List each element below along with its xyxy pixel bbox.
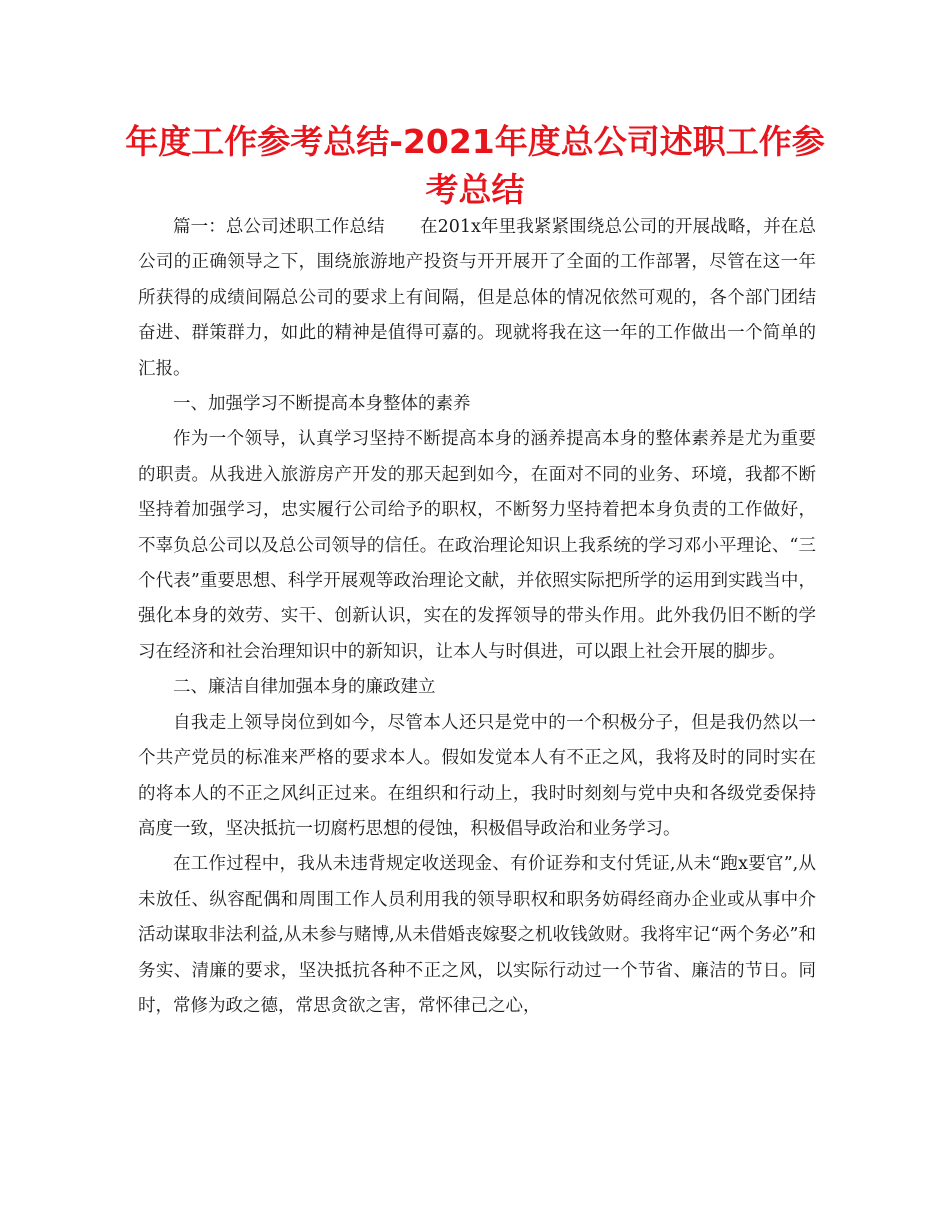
paragraph-intro: 篇一：总公司述职工作总结 在201x年里我紧紧围绕总公司的开展战略，并在总公司的正确领导之下，围绕旅游地产投资与开开展开了全面的工作部署，尽管在这一年所获得的成绩间隔总公司的要求上有间隔，但是总体的情况依然可观的，各个部门团结奋进、群策群力，如此的精神是值得可嘉的。现就将我在这一年的工作做出一个简单的汇报。: [138, 217, 816, 379]
paragraph-section-2: 自我走上领导岗位到如今，尽管本人还只是党中的一个积极分子，但是我仍然以一个共产党员的标准来严格的要求本人。假如发觉本人有不正之风，我将及时的同时实在的将本人的不正之风纠正过来。在组织和行动上，我时时刻刻与党中央和各级党委保持高度一致，坚决抵抗一切腐朽思想的侵蚀，积极倡导政治和业务学习。: [138, 712, 816, 839]
paragraph-work-process: 在工作过程中，我从未违背规定收送现金、有价证券和支付凭证,从未“跑x要官”,从未放任、纵容配偶和周围工作人员利用我的领导职权和职务妨碍经商办企业或从事中介活动谋取非法利益,从未参与赌博,从未借婚丧嫁娶之机收钱敛财。我将牢记“两个务必”和务实、清廉的要求，坚决抵抗各种不正之风，以实际行动过一个节省、廉洁的节日。同时，常修为政之德，常思贪欲之害，常怀律己之心，: [138, 854, 816, 1016]
section-heading-2: 二、廉洁自律加强本身的廉政建立: [173, 677, 436, 698]
section-heading-1: 一、加强学习不断提高本身整体的素养: [173, 394, 471, 415]
document-title: 年度工作参考总结-2021年度总公司述职工作参考总结: [125, 122, 825, 209]
document-body: [138, 210, 816, 1024]
paragraph-section-1: 作为一个领导，认真学习坚持不断提高本身的涵养提高本身的整体素养是尤为重要的职责。从我进入旅游房产开发的那天起到如今，在面对不同的业务、环境，我都不断坚持着加强学习，忠实履行公司给予的职权，不断努力坚持着把本身负责的工作做好，不辜负总公司以及总公司领导的信任。在政治理论知识上我系统的学习邓小平理论、“三个代表”重要思想、科学开展观等政治理论文献，并依照实际把所学的运用到实践当中，强化本身的效劳、实干、创新认识，实在的发挥领导的带头作用。此外我仍旧不断的学习在经济和社会治理知识中的新知识，让本人与时俱进，可以跟上社会开展的脚步。: [138, 429, 816, 662]
